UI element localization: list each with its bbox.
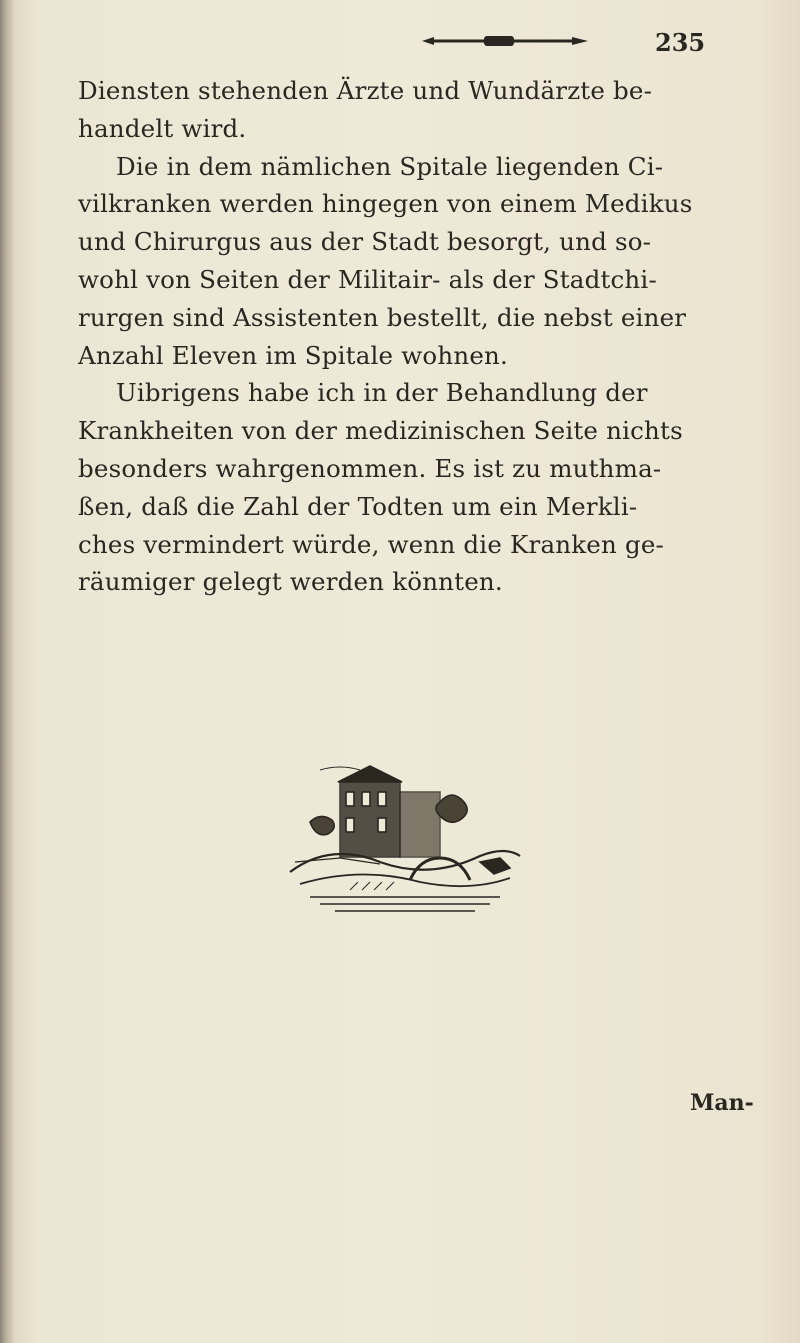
text-line: Diensten stehenden Ärzte und Wundärzte be-: [78, 76, 653, 105]
header-ornament-icon: [420, 34, 590, 48]
vignette-landscape-icon: [280, 762, 530, 922]
page-number: 235: [655, 28, 706, 57]
text-line: ßen, daß die Zahl der Todten um ein Merkli-: [78, 491, 638, 521]
text-line: und Chirurgus aus der Stadt besorgt, und so-: [78, 227, 652, 257]
page-spine-shadow: [0, 0, 14, 1343]
text-line: rurgen sind Assistenten bestellt, die nebst einer: [78, 302, 687, 332]
text-line: handelt wird.: [78, 113, 247, 143]
text-line: Uibrigens habe ich in der Behandlung der: [116, 378, 648, 408]
body-text: [78, 72, 758, 601]
text-line: Krankheiten von der medizinischen Seite nichts: [78, 416, 683, 446]
page-header: [0, 22, 800, 62]
text-line: ches vermindert würde, wenn die Kranken ge-: [78, 529, 665, 559]
catchword: Man-: [690, 1090, 754, 1116]
text-line: wohl von Seiten der Militair- als der Stadtchi-: [78, 264, 657, 294]
text-line: Anzahl Eleven im Spitale wohnen.: [78, 340, 508, 370]
text-line: vilkranken werden hingegen von einem Medikus: [78, 189, 693, 219]
text-line: Die in dem nämlichen Spitale liegenden Ci-: [116, 151, 664, 181]
text-line: räumiger gelegt werden könnten.: [78, 567, 503, 597]
text-line: besonders wahrgenommen. Es ist zu muthma-: [78, 453, 662, 483]
